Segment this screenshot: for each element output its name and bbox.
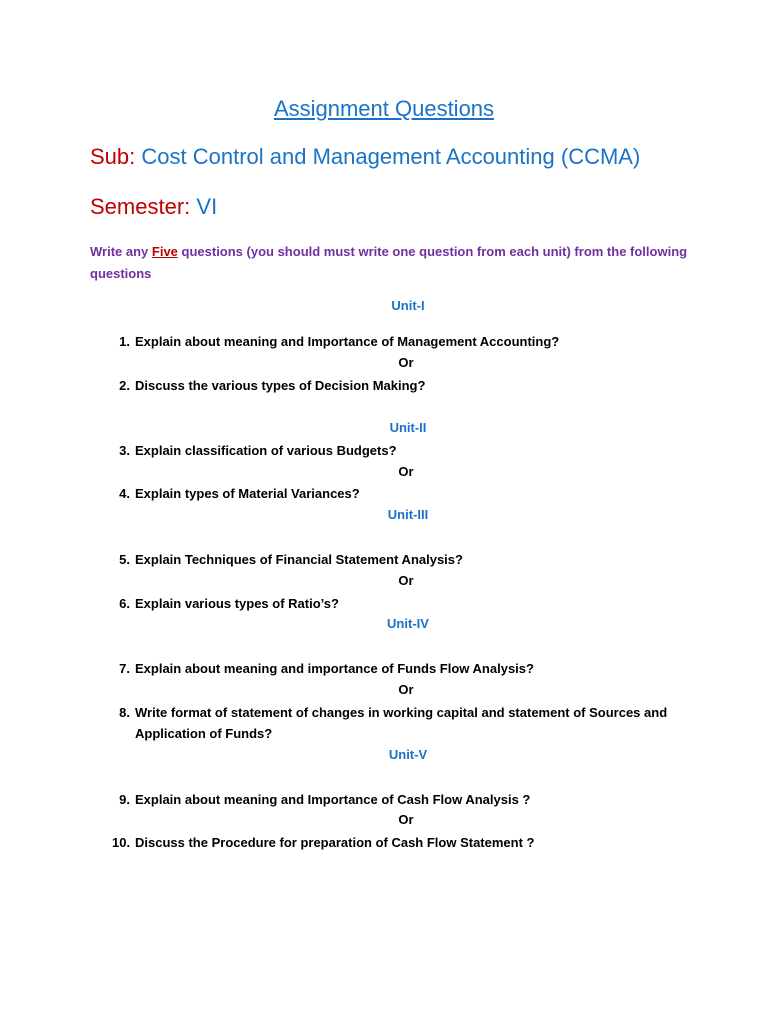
question-7 [112, 658, 692, 679]
subject-line [90, 144, 640, 170]
question-text: Explain about meaning and Importance of Cash Flow Analysis ? [135, 792, 531, 807]
question-5 [112, 549, 692, 570]
unit-heading-3: Unit-III [387, 507, 429, 522]
question-number: 2. [119, 378, 130, 393]
question-number: 7. [119, 661, 130, 676]
unit-heading-5: Unit-V [388, 747, 428, 762]
unit-heading-1: Unit-I [391, 298, 425, 313]
question-text: Discuss the Procedure for preparation of Cash Flow Statement ? [135, 835, 535, 850]
semester-value: VI [196, 194, 218, 219]
subject-label: Sub: [90, 144, 136, 169]
question-6 [112, 593, 692, 614]
question-text: Explain about meaning and Importance of Management Accounting? [135, 334, 560, 349]
question-number: 4. [119, 486, 130, 501]
semester-label: Semester: [90, 194, 191, 219]
question-4 [112, 483, 692, 504]
instruction-before: Write any [90, 244, 152, 259]
subject-value: Cost Control and Management Accounting (CCMA) [141, 144, 641, 169]
question-number: 9. [119, 792, 130, 807]
unit-heading-4: Unit-IV [387, 616, 429, 631]
or-separator: Or [398, 355, 414, 370]
question-text: Explain classification of various Budgets? [135, 443, 397, 458]
question-text: Explain Techniques of Financial Statement Analysis? [135, 552, 463, 567]
question-text: Explain about meaning and importance of Funds Flow Analysis? [135, 661, 534, 676]
page-title: Assignment Questions [273, 96, 495, 121]
question-3 [112, 440, 692, 461]
question-9 [112, 789, 692, 810]
question-number: 5. [119, 552, 130, 567]
or-separator: Or [398, 812, 414, 827]
instruction-text [90, 241, 690, 285]
question-1 [112, 331, 692, 352]
question-text: Write format of statement of changes in working capital and statement of Sources and Application of Funds? [135, 705, 668, 741]
question-number: 6. [119, 596, 130, 611]
question-8 [112, 702, 692, 744]
question-text: Explain various types of Ratio’s? [135, 596, 339, 611]
unit-heading-2: Unit-II [389, 420, 427, 435]
question-number: 10. [112, 835, 131, 850]
question-number: 8. [119, 705, 130, 720]
or-separator: Or [398, 573, 414, 588]
question-10 [112, 832, 692, 853]
question-text: Discuss the various types of Decision Making? [135, 378, 426, 393]
semester-line [90, 194, 217, 220]
question-number: 3. [119, 443, 130, 458]
or-separator: Or [398, 682, 414, 697]
question-text: Explain types of Material Variances? [135, 486, 360, 501]
instruction-emphasis: Five [151, 244, 178, 259]
instruction-after: questions (you should must write one question from each unit) from the following questions [90, 244, 688, 281]
question-2 [112, 375, 692, 396]
or-separator: Or [398, 464, 414, 479]
question-number: 1. [119, 334, 130, 349]
